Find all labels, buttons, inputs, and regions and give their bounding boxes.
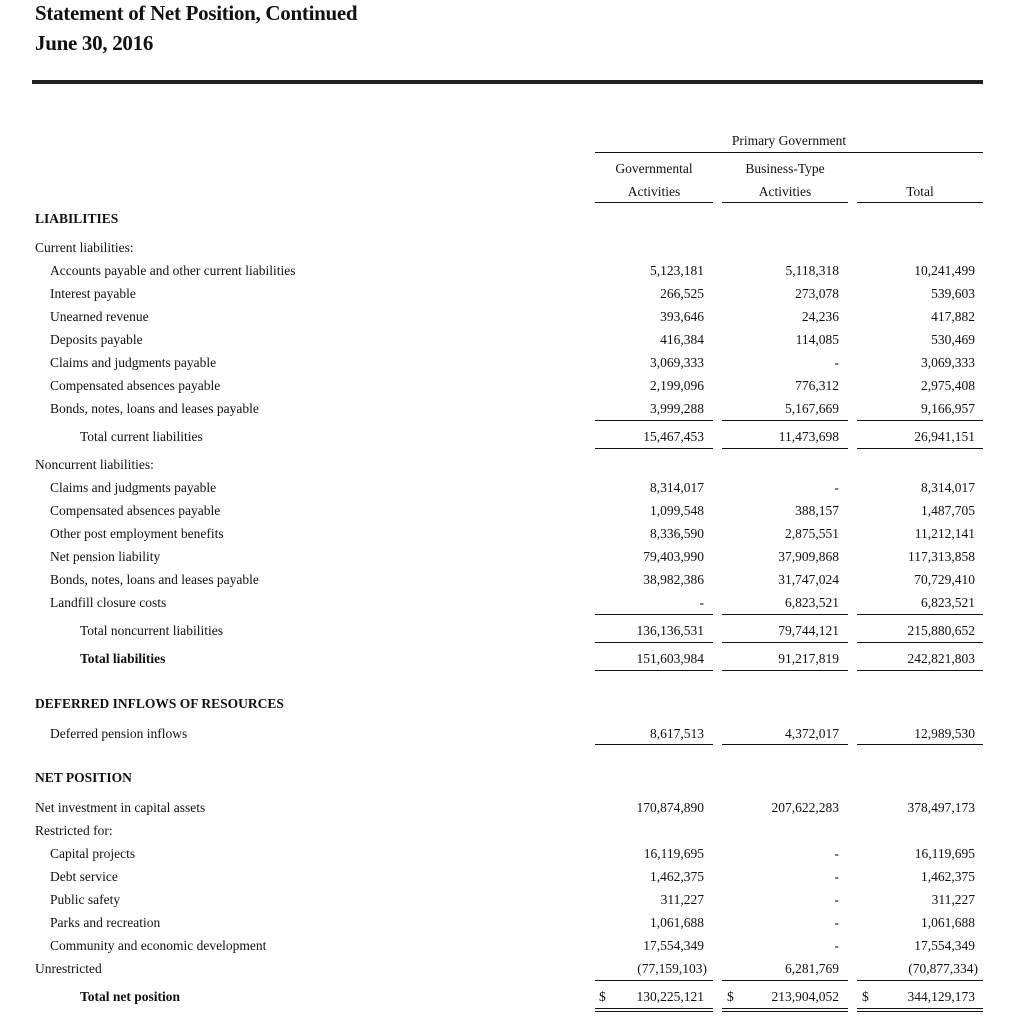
cell-total: 1,061,688 [921,915,975,930]
cell-total: 311,227 [931,892,975,907]
row-label: Capital projects [50,846,136,861]
double-rule [857,1011,983,1012]
header-total: Total [906,184,934,199]
row-label: Total noncurrent liabilities [80,623,224,638]
cell-business-type: 37,909,868 [778,549,839,564]
cell-business-type: 388,157 [795,503,839,518]
cell-business-type: - [834,915,839,930]
cell-total: 344,129,173 [907,989,975,1004]
cell-governmental: 8,617,513 [650,726,704,741]
cell-business-type: 79,744,121 [778,623,839,638]
cell-business-type: - [834,480,839,495]
cell-total: 378,497,173 [907,800,975,815]
header-rule-total [857,202,983,203]
cell-business-type: 6,281,769 [785,961,839,976]
cell-total: 1,487,705 [921,503,975,518]
cell-governmental: 416,384 [660,332,704,347]
cell-governmental: 1,462,375 [650,869,704,884]
cell-governmental: 136,136,531 [636,623,704,638]
section-liabilities: LIABILITIES [35,211,119,226]
total-rule [595,448,713,449]
cell-total: 6,823,521 [921,595,975,610]
double-rule [722,1011,848,1012]
subtotal-rule [857,642,983,643]
currency-symbol: $ [862,989,869,1004]
total-rule [857,744,983,745]
section-deferred-inflows: DEFERRED INFLOWS OF RESOURCES [35,696,284,711]
cell-business-type: 213,904,052 [771,989,839,1004]
cell-total: 17,554,349 [914,938,975,953]
cell-business-type: - [834,846,839,861]
cell-governmental: 1,061,688 [650,915,704,930]
total-rule [722,670,848,671]
cell-business-type: 24,236 [801,309,839,324]
cell-total: 215,880,652 [907,623,975,638]
cell-governmental: 8,336,590 [650,526,704,541]
subtotal-rule [857,614,983,615]
cell-total: 1,462,375 [921,869,975,884]
header-business-1: Business-Type [745,161,825,176]
header-business-2: Activities [758,184,812,199]
subtotal-rule [595,420,713,421]
subtotal-rule [722,980,848,981]
cell-total: 117,313,858 [908,549,975,564]
subtotal-rule [857,420,983,421]
cell-business-type: - [834,938,839,953]
currency-symbol: $ [599,989,606,1004]
total-rule [722,448,848,449]
cell-governmental: 266,525 [660,286,704,301]
row-label: Deferred pension inflows [50,726,188,741]
cell-total: 11,212,141 [914,526,975,541]
cell-total: 539,603 [931,286,975,301]
cell-governmental: 311,227 [660,892,704,907]
cell-total: 12,989,530 [914,726,975,741]
total-rule [857,448,983,449]
header-governmental-2: Activities [627,184,681,199]
cell-total: 8,314,017 [921,480,975,495]
row-label: Other post employment benefits [50,526,224,541]
row-label: Deposits payable [50,332,143,347]
header-primary-government: Primary Government [731,133,847,148]
row-label: Unrestricted [35,961,102,976]
subtotal-rule [722,614,848,615]
total-rule [595,744,713,745]
row-label: Parks and recreation [50,915,161,930]
row-label: Community and economic development [50,938,267,953]
document-title: Statement of Net Position, Continued [35,1,358,25]
subtotal-rule [595,642,713,643]
cell-governmental: 3,999,288 [650,401,704,416]
total-rule [722,744,848,745]
cell-business-type: 11,473,698 [778,429,839,444]
cell-business-type: 5,118,318 [785,263,839,278]
cell-total: 16,119,695 [914,846,975,861]
row-label: Total net position [80,989,181,1004]
cell-business-type: 776,312 [795,378,839,393]
cell-governmental: 17,554,349 [643,938,704,953]
cell-governmental: - [699,595,704,610]
row-label: Claims and judgments payable [50,355,217,370]
total-rule [857,670,983,671]
cell-governmental: 1,099,548 [650,503,704,518]
cell-governmental: 170,874,890 [636,800,704,815]
cell-governmental: 15,467,453 [643,429,704,444]
row-label: Accounts payable and other current liabilities [50,263,296,278]
header-rule [595,152,983,153]
cell-total: 417,882 [931,309,975,324]
title-divider [32,80,983,84]
double-rule [722,1008,848,1009]
row-label: Net pension liability [50,549,161,564]
subtotal-rule [595,980,713,981]
cell-governmental: 3,069,333 [650,355,704,370]
cell-business-type: 4,372,017 [785,726,839,741]
cell-business-type: 2,875,551 [785,526,839,541]
cell-total: 2,975,408 [921,378,975,393]
cell-total: 70,729,410 [914,572,975,587]
row-label: Bonds, notes, loans and leases payable [50,401,259,416]
cell-governmental: 130,225,121 [636,989,704,1004]
cell-governmental: 5,123,181 [650,263,704,278]
subtotal-rule [595,614,713,615]
cell-governmental: 151,603,984 [636,651,704,666]
cell-business-type: 6,823,521 [785,595,839,610]
cell-business-type: 5,167,669 [785,401,839,416]
cell-business-type: - [834,869,839,884]
subtotal-rule [722,420,848,421]
row-label: Total liabilities [80,651,166,666]
cell-governmental: 16,119,695 [643,846,704,861]
section-net-position: NET POSITION [35,770,132,785]
cell-governmental: (77,159,103) [637,961,707,976]
row-label: Compensated absences payable [50,503,221,518]
cell-business-type: - [834,355,839,370]
row-label: Unearned revenue [50,309,149,324]
row-label: Claims and judgments payable [50,480,217,495]
header-governmental-1: Governmental [615,161,693,176]
cell-governmental: 2,199,096 [650,378,704,393]
cell-business-type: 31,747,024 [778,572,839,587]
header-rule-bus [722,202,848,203]
row-label: Interest payable [50,286,136,301]
cell-governmental: 38,982,386 [643,572,704,587]
row-label: Compensated absences payable [50,378,221,393]
double-rule [857,1008,983,1009]
subsection-restricted-for: Restricted for: [35,823,113,838]
cell-business-type: 207,622,283 [771,800,839,815]
subsection-current-liabilities: Current liabilities: [35,240,134,255]
double-rule [595,1011,713,1012]
row-label: Total current liabilities [80,429,203,444]
row-label: Net investment in capital assets [35,800,206,815]
cell-governmental: 393,646 [660,309,704,324]
cell-business-type: - [834,892,839,907]
document-date: June 30, 2016 [35,31,154,55]
subsection-noncurrent-liabilities: Noncurrent liabilities: [35,457,154,472]
cell-business-type: 273,078 [795,286,839,301]
cell-total: 10,241,499 [914,263,975,278]
cell-total: 3,069,333 [921,355,975,370]
subtotal-rule [857,980,983,981]
cell-governmental: 8,314,017 [650,480,704,495]
row-label: Public safety [50,892,121,907]
row-label: Debt service [50,869,118,884]
cell-total: 242,821,803 [907,651,975,666]
cell-business-type: 91,217,819 [778,651,839,666]
cell-total: 9,166,957 [921,401,975,416]
cell-business-type: 114,085 [795,332,839,347]
cell-total: 530,469 [931,332,975,347]
double-rule [595,1008,713,1009]
subtotal-rule [722,642,848,643]
currency-symbol: $ [727,989,734,1004]
total-rule [595,670,713,671]
header-rule-gov [595,202,713,203]
row-label: Bonds, notes, loans and leases payable [50,572,259,587]
cell-total: 26,941,151 [914,429,975,444]
cell-governmental: 79,403,990 [643,549,704,564]
cell-total: (70,877,334) [908,961,978,976]
row-label: Landfill closure costs [50,595,167,610]
